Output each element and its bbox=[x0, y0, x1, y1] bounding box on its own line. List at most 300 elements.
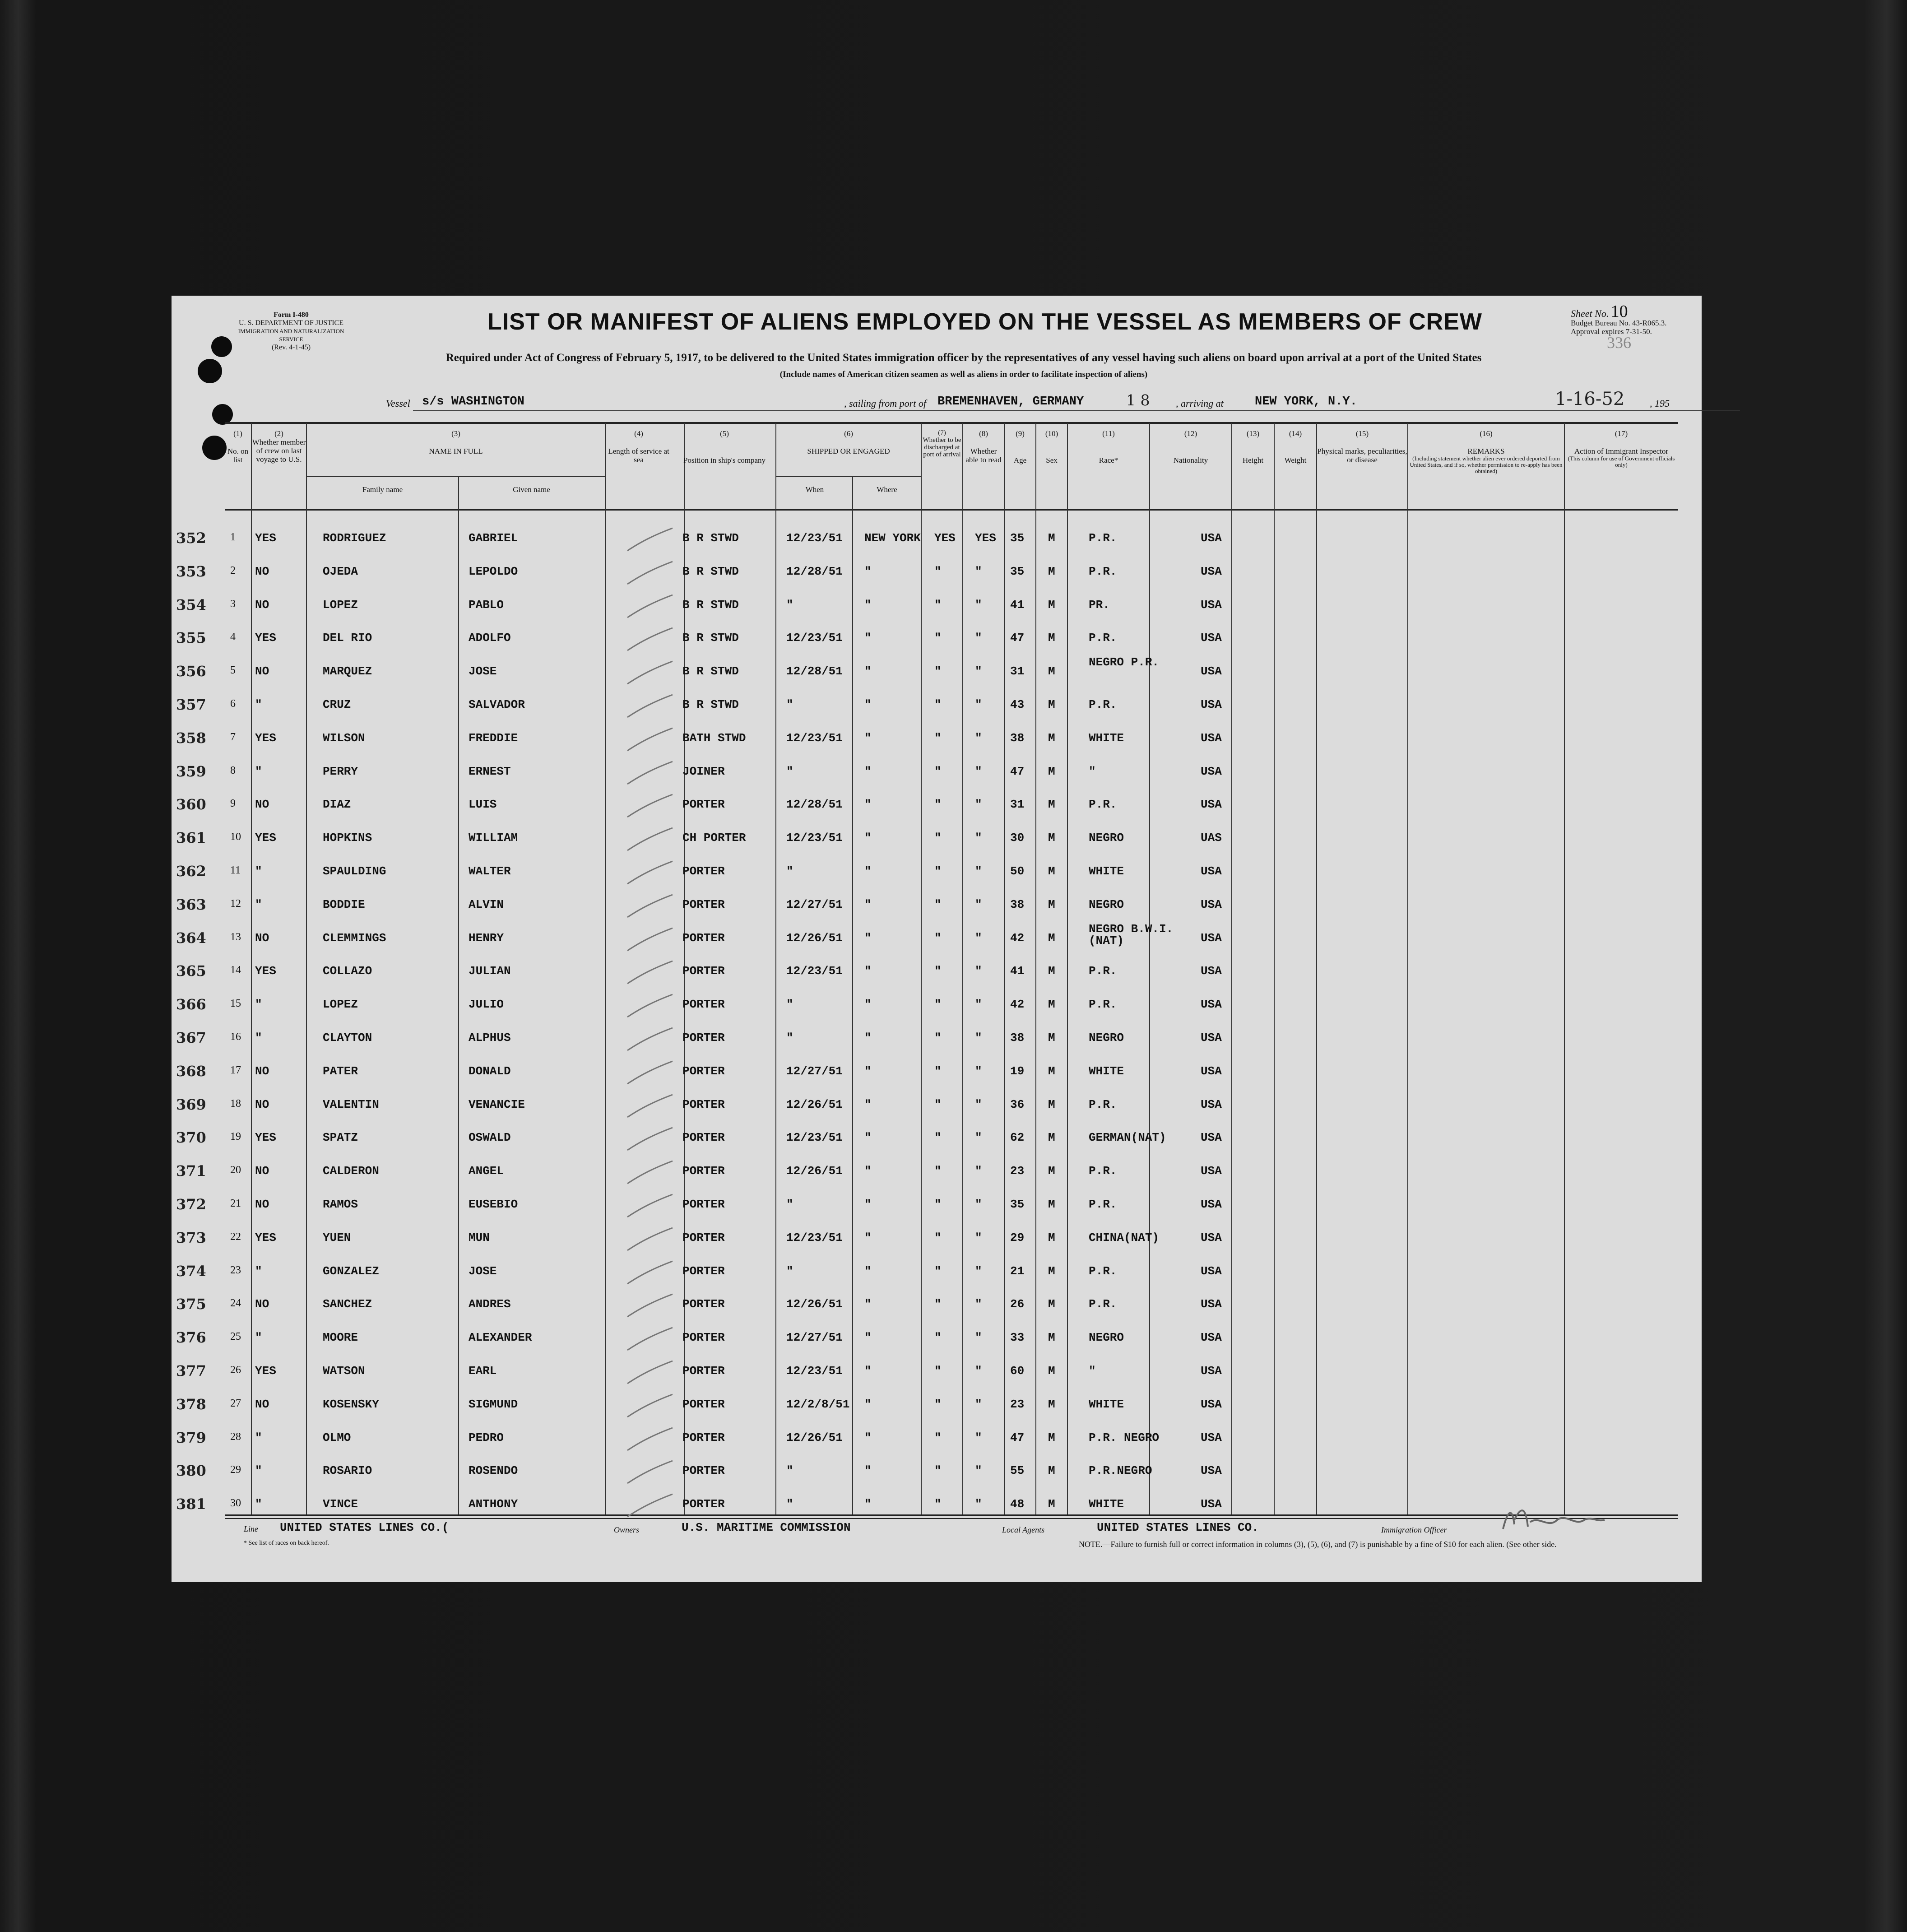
footer bbox=[244, 1520, 1688, 1556]
race: " bbox=[1089, 1364, 1096, 1378]
header-family-name: Family name bbox=[362, 485, 403, 494]
given-name: ALEXANDER bbox=[469, 1331, 532, 1345]
row-number: 7 bbox=[230, 731, 236, 743]
position: PORTER bbox=[682, 1264, 725, 1278]
last-voyage: NO bbox=[255, 1097, 269, 1111]
nationality: USA bbox=[1201, 1097, 1222, 1111]
age: 60 bbox=[1010, 1364, 1025, 1378]
list-number: 380 bbox=[176, 1462, 206, 1480]
given-name: JULIO bbox=[469, 998, 504, 1012]
table-row bbox=[172, 724, 1702, 757]
position: PORTER bbox=[682, 1430, 725, 1444]
shipped-where: " bbox=[864, 1131, 872, 1145]
position: PORTER bbox=[682, 1397, 725, 1411]
owners-name: U.S. MARITIME COMMISSION bbox=[682, 1521, 851, 1534]
shipped-when: 12/23/51 bbox=[786, 531, 843, 545]
sex: M bbox=[1048, 1164, 1055, 1178]
age: 36 bbox=[1010, 1097, 1025, 1111]
shipped-where: " bbox=[864, 1031, 872, 1045]
owners-label: Owners bbox=[614, 1525, 640, 1534]
discharged: " bbox=[934, 1497, 942, 1511]
race: CHINA(NAT) bbox=[1089, 1231, 1160, 1245]
nationality: USA bbox=[1201, 998, 1222, 1012]
discharged: " bbox=[934, 698, 942, 711]
list-number: 375 bbox=[176, 1296, 206, 1313]
pencil-tick-mark bbox=[623, 1492, 677, 1519]
given-name: JOSE bbox=[469, 664, 497, 678]
race: NEGRO bbox=[1089, 1031, 1124, 1045]
subtitle: Required under Act of Congress of February 5, 1917, to be delivered to the United States immigration officer by the representatives of any vessel having such aliens on board upon arrival at a port of the United States bbox=[445, 352, 1482, 364]
shipped-where: " bbox=[864, 1097, 872, 1111]
age: 47 bbox=[1010, 1430, 1025, 1444]
discharged: " bbox=[934, 1164, 942, 1178]
shipped-where: " bbox=[864, 1064, 872, 1078]
able-to-read: " bbox=[975, 764, 982, 778]
position: B R STWD bbox=[682, 698, 739, 711]
last-voyage: NO bbox=[255, 1297, 269, 1311]
header-discharged: (7) Whether to be discharged at port of arrival bbox=[923, 429, 961, 458]
race: WHITE bbox=[1089, 731, 1124, 745]
age: 42 bbox=[1010, 931, 1025, 945]
shipped-where: " bbox=[864, 1164, 872, 1178]
shipped-when: 12/26/51 bbox=[786, 931, 843, 945]
able-to-read: " bbox=[975, 1364, 982, 1378]
last-voyage: NO bbox=[255, 1198, 269, 1211]
list-number: 363 bbox=[176, 896, 206, 913]
officer-signature bbox=[1494, 1502, 1611, 1538]
discharged: " bbox=[934, 1364, 942, 1378]
pencil-tick-mark bbox=[623, 1026, 677, 1053]
race: P.R. bbox=[1089, 798, 1117, 812]
sex: M bbox=[1048, 664, 1055, 678]
given-name: EUSEBIO bbox=[469, 1198, 518, 1211]
shipped-when: 12/23/51 bbox=[786, 731, 843, 745]
able-to-read: " bbox=[975, 1464, 982, 1478]
position: B R STWD bbox=[682, 631, 739, 645]
sailing-port: BREMENHAVEN, GERMANY bbox=[937, 395, 1084, 409]
able-to-read: " bbox=[975, 1131, 982, 1145]
age: 41 bbox=[1010, 598, 1025, 612]
nationality: USA bbox=[1201, 1297, 1222, 1311]
age: 29 bbox=[1010, 1231, 1025, 1245]
last-voyage: " bbox=[255, 1031, 262, 1045]
given-name: SIGMUND bbox=[469, 1397, 518, 1411]
last-voyage: NO bbox=[255, 798, 269, 812]
list-number: 374 bbox=[176, 1262, 206, 1280]
able-to-read: " bbox=[975, 998, 982, 1012]
pencil-tick-mark bbox=[623, 1392, 677, 1419]
stamp-number: 336 bbox=[1607, 334, 1631, 352]
position: JOINER bbox=[682, 764, 725, 778]
list-number: 352 bbox=[176, 529, 206, 547]
row-number: 10 bbox=[230, 831, 241, 843]
list-number: 372 bbox=[176, 1196, 206, 1213]
discharged: " bbox=[934, 831, 942, 845]
position: PORTER bbox=[682, 798, 725, 812]
shipped-when: " bbox=[786, 1031, 793, 1045]
sex: M bbox=[1048, 1264, 1055, 1278]
family-name: CRUZ bbox=[323, 698, 351, 711]
family-name: MOORE bbox=[323, 1331, 358, 1345]
sex: M bbox=[1048, 1331, 1055, 1345]
header-given-name: Given name bbox=[513, 485, 550, 494]
list-number: 373 bbox=[176, 1229, 206, 1246]
last-voyage: YES bbox=[255, 964, 276, 978]
able-to-read: " bbox=[975, 1397, 982, 1411]
header-shipped-engaged: (6) SHIPPED OR ENGAGED bbox=[807, 429, 890, 455]
age: 19 bbox=[1010, 1064, 1025, 1078]
shipped-when: 12/23/51 bbox=[786, 831, 843, 845]
list-number: 353 bbox=[176, 562, 206, 580]
pencil-tick-mark bbox=[623, 1192, 677, 1219]
list-number: 362 bbox=[176, 863, 206, 880]
race: P.R. bbox=[1089, 1297, 1117, 1311]
discharged: " bbox=[934, 598, 942, 612]
header-nationality: (12) Nationality bbox=[1173, 429, 1208, 464]
discharged: " bbox=[934, 798, 942, 812]
row-number: 27 bbox=[230, 1397, 241, 1409]
row-number: 6 bbox=[230, 698, 236, 710]
sex: M bbox=[1048, 964, 1055, 978]
family-name: RODRIGUEZ bbox=[323, 531, 386, 545]
able-to-read: " bbox=[975, 1097, 982, 1111]
table-row bbox=[172, 1257, 1702, 1290]
row-number: 16 bbox=[230, 1031, 241, 1043]
given-name: DONALD bbox=[469, 1064, 511, 1078]
nationality: USA bbox=[1201, 931, 1222, 945]
shipped-where: " bbox=[864, 964, 872, 978]
shipped-where: NEW YORK bbox=[864, 531, 921, 545]
header-when: When bbox=[805, 485, 824, 494]
shipped-when: 12/27/51 bbox=[786, 1064, 843, 1078]
nationality: UAS bbox=[1201, 831, 1222, 845]
agents-name: UNITED STATES LINES CO. bbox=[1097, 1521, 1259, 1534]
pencil-tick-mark bbox=[623, 1125, 677, 1152]
race: P.R. bbox=[1089, 1264, 1117, 1278]
discharged: " bbox=[934, 564, 942, 578]
shipped-where: " bbox=[864, 1497, 872, 1511]
given-name: EARL bbox=[469, 1364, 497, 1378]
position: CH PORTER bbox=[682, 831, 746, 845]
sex: M bbox=[1048, 731, 1055, 745]
age: 31 bbox=[1010, 664, 1025, 678]
shipped-where: " bbox=[864, 1264, 872, 1278]
family-name: GONZALEZ bbox=[323, 1264, 379, 1278]
shipped-when: 12/26/51 bbox=[786, 1097, 843, 1111]
race: WHITE bbox=[1089, 1397, 1124, 1411]
year-label: , 195 bbox=[1650, 398, 1670, 409]
pencil-tick-mark bbox=[623, 1226, 677, 1253]
pencil-tick-mark bbox=[623, 859, 677, 886]
given-name: ROSENDO bbox=[469, 1464, 518, 1478]
header-position: (5) Position in ship's company bbox=[683, 429, 766, 464]
sex: M bbox=[1048, 998, 1055, 1012]
family-name: DEL RIO bbox=[323, 631, 372, 645]
race: NEGRO bbox=[1089, 897, 1124, 911]
row-number: 21 bbox=[230, 1198, 241, 1209]
line-name: UNITED STATES LINES CO.( bbox=[280, 1521, 449, 1534]
able-to-read: " bbox=[975, 1198, 982, 1211]
table-row bbox=[172, 957, 1702, 989]
nationality: USA bbox=[1201, 1198, 1222, 1211]
position: PORTER bbox=[682, 1031, 725, 1045]
table-row bbox=[172, 524, 1702, 557]
sex: M bbox=[1048, 564, 1055, 578]
header-list-number: (1) No. on list bbox=[227, 429, 249, 464]
race: P.R. bbox=[1089, 964, 1117, 978]
age: 47 bbox=[1010, 631, 1025, 645]
pencil-tick-mark bbox=[623, 1426, 677, 1453]
header-height: (13) Height bbox=[1242, 429, 1264, 464]
position: PORTER bbox=[682, 1331, 725, 1345]
discharged: " bbox=[934, 1397, 942, 1411]
header-remarks: (16) REMARKS (Including statement whether alien ever ordered deported from United States, and if so, whether permission to re-apply has been obtained) bbox=[1410, 429, 1563, 474]
shipped-when: 12/28/51 bbox=[786, 564, 843, 578]
race: P.R.NEGRO bbox=[1089, 1464, 1152, 1478]
family-name: OJEDA bbox=[323, 564, 358, 578]
age: 50 bbox=[1010, 864, 1025, 878]
pencil-tick-mark bbox=[623, 1458, 677, 1486]
budget-bureau: Budget Bureau No. 43-R065.3. bbox=[1571, 319, 1667, 327]
race: " bbox=[1089, 764, 1096, 778]
family-name: CALDERON bbox=[323, 1164, 379, 1178]
shipped-where: " bbox=[864, 698, 872, 711]
discharged: " bbox=[934, 1064, 942, 1078]
list-number: 365 bbox=[176, 962, 206, 980]
row-number: 29 bbox=[230, 1464, 241, 1476]
pencil-tick-mark bbox=[623, 659, 677, 686]
table-row bbox=[172, 857, 1702, 890]
given-name: JOSE bbox=[469, 1264, 497, 1278]
discharged: " bbox=[934, 664, 942, 678]
row-number: 14 bbox=[230, 964, 241, 976]
vessel-line bbox=[386, 389, 1695, 412]
service: IMMIGRATION AND NATURALIZATION SERVICE bbox=[238, 328, 344, 343]
header-where: Where bbox=[877, 485, 897, 494]
able-to-read: " bbox=[975, 1231, 982, 1245]
table-row bbox=[172, 657, 1702, 690]
row-number: 18 bbox=[230, 1097, 241, 1110]
discharged: " bbox=[934, 1198, 942, 1211]
header-bottom-rule bbox=[225, 509, 1678, 511]
shipped-when: 12/26/51 bbox=[786, 1297, 843, 1311]
row-number: 24 bbox=[230, 1297, 241, 1310]
row-number: 2 bbox=[230, 564, 236, 576]
age: 33 bbox=[1010, 1331, 1025, 1345]
nationality: USA bbox=[1201, 564, 1222, 578]
shipped-where: " bbox=[864, 731, 872, 745]
shipped-when: 12/27/51 bbox=[786, 1331, 843, 1345]
able-to-read: " bbox=[975, 1164, 982, 1178]
able-to-read: " bbox=[975, 598, 982, 612]
nationality: USA bbox=[1201, 698, 1222, 711]
race: WHITE bbox=[1089, 1064, 1124, 1078]
header-able-to-read: (8) Whether able to read bbox=[965, 429, 1002, 464]
position: PORTER bbox=[682, 1364, 725, 1378]
race: GERMAN(NAT) bbox=[1089, 1131, 1166, 1145]
table-row bbox=[172, 691, 1702, 723]
list-number: 371 bbox=[176, 1162, 206, 1180]
race: P.R. bbox=[1089, 1198, 1117, 1211]
sheet-label: Sheet No. bbox=[1571, 308, 1609, 319]
discharged: " bbox=[934, 1297, 942, 1311]
nationality: USA bbox=[1201, 731, 1222, 745]
last-voyage: NO bbox=[255, 931, 269, 945]
shipped-when: 12/23/51 bbox=[786, 1364, 843, 1378]
given-name: ANGEL bbox=[469, 1164, 504, 1178]
discharged: " bbox=[934, 964, 942, 978]
row-number: 1 bbox=[230, 531, 236, 543]
shipped-where: " bbox=[864, 998, 872, 1012]
discharged: " bbox=[934, 731, 942, 745]
list-number: 367 bbox=[176, 1029, 206, 1046]
sex: M bbox=[1048, 897, 1055, 911]
family-name: SANCHEZ bbox=[323, 1297, 372, 1311]
sex: M bbox=[1048, 931, 1055, 945]
sex: M bbox=[1048, 1097, 1055, 1111]
list-number: 360 bbox=[176, 796, 206, 813]
able-to-read: " bbox=[975, 1264, 982, 1278]
department: U. S. DEPARTMENT OF JUSTICE bbox=[239, 319, 343, 327]
age: 21 bbox=[1010, 1264, 1025, 1278]
table-row bbox=[172, 1157, 1702, 1189]
position: PORTER bbox=[682, 1497, 725, 1511]
last-voyage: NO bbox=[255, 564, 269, 578]
pencil-tick-mark bbox=[623, 692, 677, 720]
given-name: JULIAN bbox=[469, 964, 511, 978]
pencil-tick-mark bbox=[623, 926, 677, 953]
able-to-read: " bbox=[975, 631, 982, 645]
able-to-read: " bbox=[975, 1031, 982, 1045]
discharged: " bbox=[934, 1264, 942, 1278]
table-row bbox=[172, 1424, 1702, 1456]
sex: M bbox=[1048, 698, 1055, 711]
given-name: ANTHONY bbox=[469, 1497, 518, 1511]
sex: M bbox=[1048, 1364, 1055, 1378]
given-name: OSWALD bbox=[469, 1131, 511, 1145]
position: BATH STWD bbox=[682, 731, 746, 745]
position: PORTER bbox=[682, 897, 725, 911]
given-name: ADOLFO bbox=[469, 631, 511, 645]
header-length-of-service: (4) Length of service at sea bbox=[608, 429, 669, 464]
shipped-where: " bbox=[864, 598, 872, 612]
row-number: 17 bbox=[230, 1064, 241, 1076]
shipped-when: " bbox=[786, 1497, 793, 1511]
family-name: PERRY bbox=[323, 764, 358, 778]
discharged: " bbox=[934, 1031, 942, 1045]
given-name: HENRY bbox=[469, 931, 504, 945]
list-number: 357 bbox=[176, 696, 206, 713]
row-number: 5 bbox=[230, 664, 236, 677]
shipped-when: 12/23/51 bbox=[786, 964, 843, 978]
discharged: " bbox=[934, 998, 942, 1012]
list-number: 358 bbox=[176, 729, 206, 747]
row-number: 25 bbox=[230, 1331, 241, 1343]
shipped-where: " bbox=[864, 798, 872, 812]
nationality: USA bbox=[1201, 1164, 1222, 1178]
discharged: " bbox=[934, 864, 942, 878]
table-row bbox=[172, 1290, 1702, 1323]
age: 35 bbox=[1010, 531, 1025, 545]
position: PORTER bbox=[682, 931, 725, 945]
race: P.R. bbox=[1089, 998, 1117, 1012]
pencil-tick-mark bbox=[623, 1259, 677, 1286]
given-name: PEDRO bbox=[469, 1430, 504, 1444]
row-number: 4 bbox=[230, 631, 236, 643]
shipped-when: " bbox=[786, 864, 793, 878]
family-name: WILSON bbox=[323, 731, 365, 745]
subheader-rule bbox=[776, 476, 921, 477]
last-voyage: " bbox=[255, 998, 262, 1012]
table-row bbox=[172, 824, 1702, 856]
form-id-block bbox=[230, 311, 352, 352]
shipped-when: 12/28/51 bbox=[786, 664, 843, 678]
last-voyage: " bbox=[255, 864, 262, 878]
shipped-where: " bbox=[864, 1331, 872, 1345]
list-number: 368 bbox=[176, 1062, 206, 1080]
family-name: YUEN bbox=[323, 1231, 351, 1245]
family-name: LOPEZ bbox=[323, 998, 358, 1012]
position: B R STWD bbox=[682, 531, 739, 545]
list-number: 369 bbox=[176, 1096, 206, 1113]
last-voyage: " bbox=[255, 764, 262, 778]
page-title: LIST OR MANIFEST OF ALIENS EMPLOYED ON THE VESSEL AS MEMBERS OF CREW bbox=[487, 309, 1482, 335]
family-name: KOSENSKY bbox=[323, 1397, 379, 1411]
given-name: ALVIN bbox=[469, 897, 504, 911]
sheet-number: 10 bbox=[1610, 302, 1628, 321]
punch-hole bbox=[202, 436, 227, 460]
nationality: USA bbox=[1201, 1264, 1222, 1278]
discharged: " bbox=[934, 1097, 942, 1111]
pencil-tick-mark bbox=[623, 759, 677, 786]
nationality: USA bbox=[1201, 798, 1222, 812]
able-to-read: " bbox=[975, 1064, 982, 1078]
row-number: 15 bbox=[230, 998, 241, 1010]
nationality: USA bbox=[1201, 1364, 1222, 1378]
given-name: GABRIEL bbox=[469, 531, 518, 545]
able-to-read: " bbox=[975, 1430, 982, 1444]
punch-hole bbox=[211, 336, 232, 357]
pencil-tick-mark bbox=[623, 593, 677, 620]
position: PORTER bbox=[682, 998, 725, 1012]
discharged: " bbox=[934, 631, 942, 645]
able-to-read: " bbox=[975, 1497, 982, 1511]
sex: M bbox=[1048, 1297, 1055, 1311]
sex: M bbox=[1048, 764, 1055, 778]
age: 55 bbox=[1010, 1464, 1025, 1478]
vessel-name: s/s WASHINGTON bbox=[422, 395, 524, 409]
header-race: (11) Race* bbox=[1099, 429, 1118, 464]
age: 38 bbox=[1010, 731, 1025, 745]
family-name: COLLAZO bbox=[323, 964, 372, 978]
race: NEGRO P.R. bbox=[1089, 655, 1160, 669]
races-note: * See list of races on back hereof. bbox=[244, 1540, 329, 1547]
pencil-tick-mark bbox=[623, 1359, 677, 1386]
discharged: " bbox=[934, 1131, 942, 1145]
pencil-tick-mark bbox=[623, 1292, 677, 1319]
pencil-tick-mark bbox=[623, 626, 677, 653]
list-number: 354 bbox=[176, 596, 206, 613]
able-to-read: " bbox=[975, 798, 982, 812]
given-name: SALVADOR bbox=[469, 698, 525, 711]
subheader-rule bbox=[307, 476, 605, 477]
last-voyage: " bbox=[255, 1331, 262, 1345]
shipped-when: " bbox=[786, 998, 793, 1012]
arriving-label: , arriving at bbox=[1176, 398, 1224, 409]
able-to-read: " bbox=[975, 664, 982, 678]
row-number: 22 bbox=[230, 1231, 241, 1243]
last-voyage: " bbox=[255, 1430, 262, 1444]
